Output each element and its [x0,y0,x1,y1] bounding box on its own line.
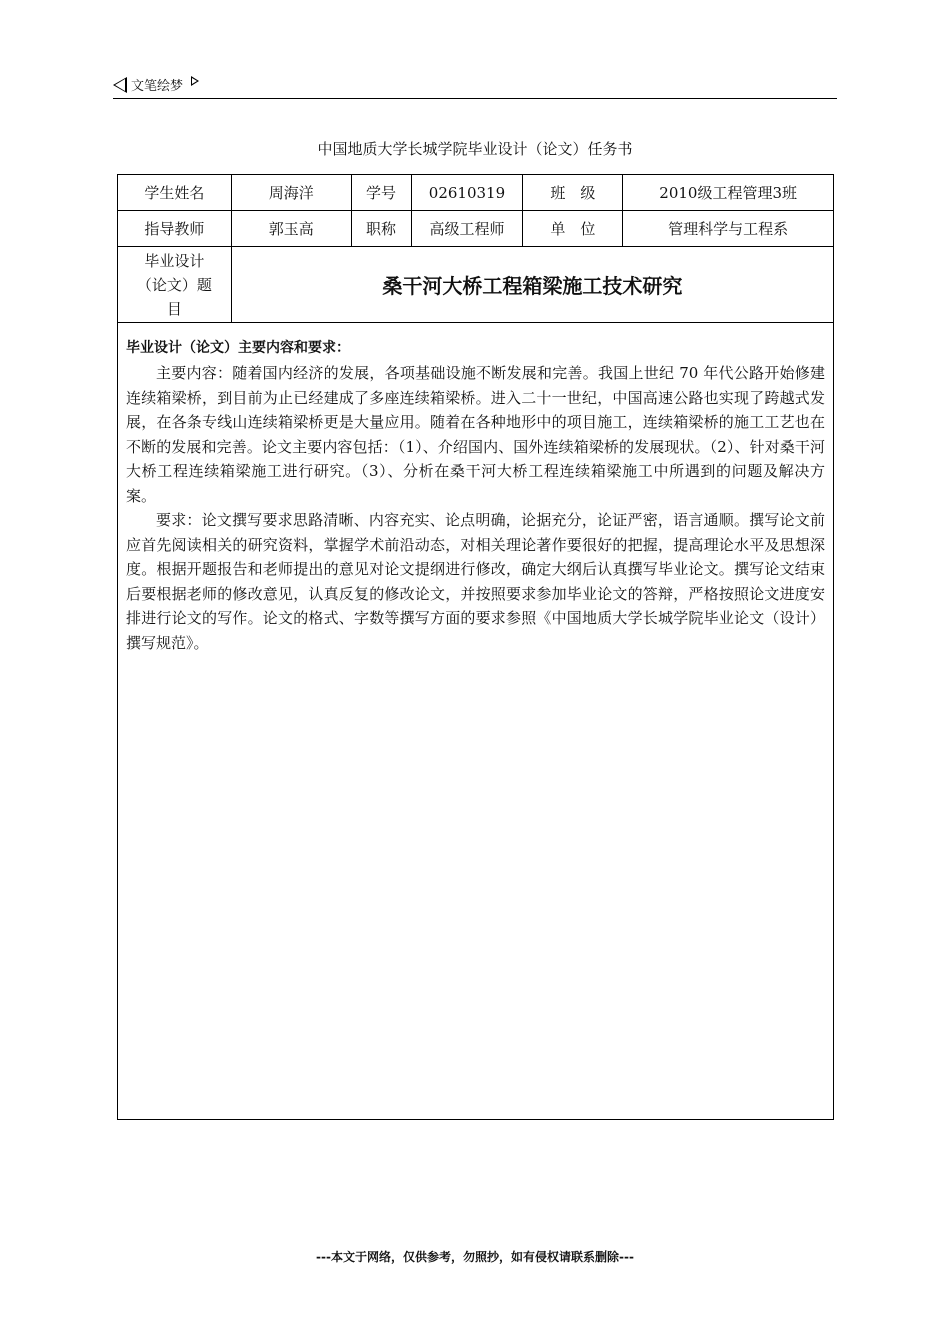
advisor-label: 指导教师 [118,211,232,247]
topic-label-line: 毕业设计 [144,251,205,270]
header-brand [113,75,199,94]
job-title-label: 职称 [351,211,411,247]
student-name-value: 周海洋 [231,175,351,211]
triangle-left-icon [113,77,127,93]
footer-notice: ---本文于网络，仅供参考，勿照抄，如有侵权请联系删除--- [316,1250,634,1264]
content-cell [118,323,834,1120]
page-header [113,72,837,99]
student-id-label: 学号 [351,175,411,211]
topic-label [118,247,232,323]
thesis-topic: 桑干河大桥工程箱梁施工技术研究 [231,247,833,323]
class-value: 2010级工程管理3班 [623,175,834,211]
table-row [118,175,834,211]
unit-label: 单 位 [523,211,623,247]
table-row [118,247,834,323]
task-form-table [117,174,834,1120]
brand-text: 文笔绘梦 [131,79,184,94]
topic-label-line: 目 [166,299,182,318]
triangle-right-icon [191,76,199,86]
content-heading: 毕业设计（论文）主要内容和要求： [126,340,350,356]
table-row [118,211,834,247]
job-title-value: 高级工程师 [411,211,523,247]
unit-value: 管理科学与工程系 [623,211,834,247]
topic-label-line: （论文）题 [136,275,212,294]
advisor-value: 郭玉高 [231,211,351,247]
document-title: 中国地质大学长城学院毕业设计（论文）任务书 [317,140,633,158]
class-label: 班 级 [523,175,623,211]
requirements-paragraph: 要求：论文撰写要求思路清晰、内容充实、论点明确，论据充分，论证严密，语言通顺。撰写论文前应首先阅读相关的研究资料，掌握学术前沿动态，对相关理论著作要很好的把握，提高理论水平及思想深度。根据开题报告和老师提出的意见对论文提纲进行修改，确定大纲后认真撰写毕业论文。撰写论文结束后要根据老师的修改意见，认真反复的修改论文，并按照要求参加毕业论文的答辩，严格按照论文进度安排进行论文的写作。论文的格式、字数等撰写方面的要求参照《中国地质大学长城学院毕业论文（设计）撰写规范》。 [126,511,825,652]
student-id-value: 02610319 [411,175,523,211]
student-name-label: 学生姓名 [118,175,232,211]
table-row [118,323,834,1120]
content-paragraph: 主要内容：随着国内经济的发展，各项基础设施不断发展和完善。我国上世纪 70 年代公路开始修建连续箱梁桥，到目前为止已经建成了多座连续箱梁桥。进入二十一世纪，中国高速公路也实现了跨越式发展，在各条专线山连续箱梁桥更是大量应用。随着在各种地形中的项目施工，连续箱梁桥的施工工艺也在不断的发展和完善。论文主要内容包括：（1）、介绍国内、国外连续箱梁桥的发展现状。（2）、针对桑干河大桥工程连续箱梁施工进行研究。（3）、分析在桑干河大桥工程连续箱梁施工中所遇到的问题及解决方案。 [126,364,825,505]
